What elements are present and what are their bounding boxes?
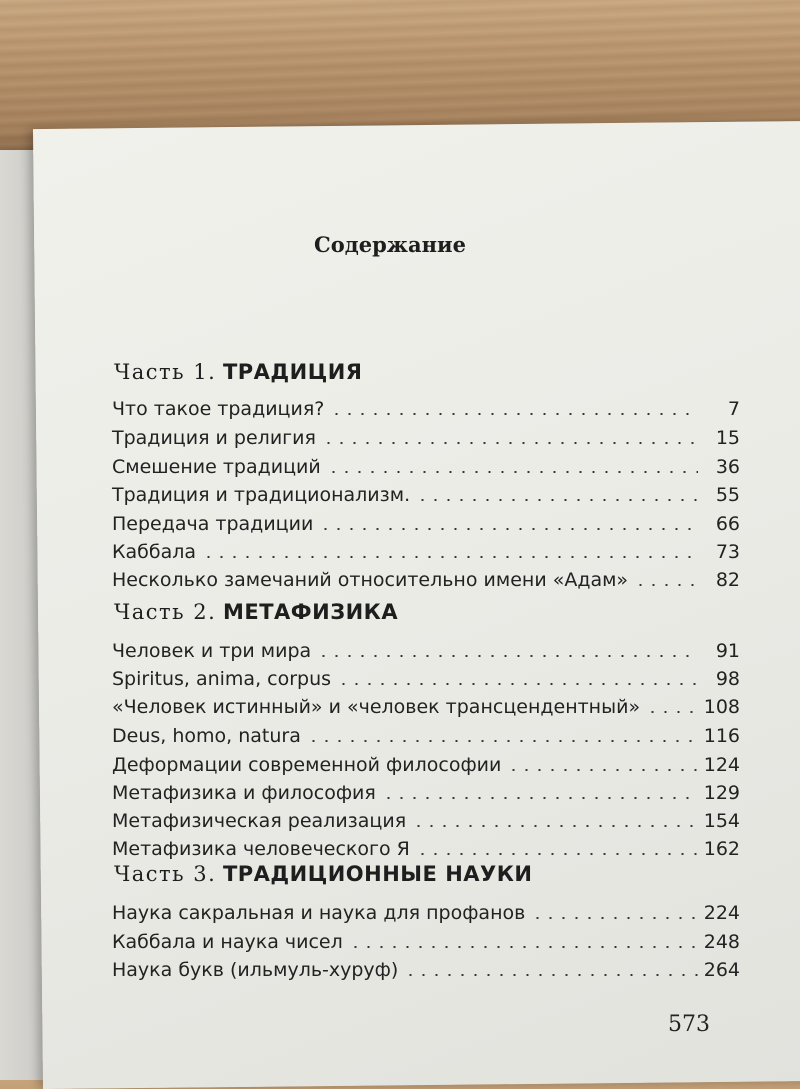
toc-entry[interactable] [112,392,740,420]
entry-title: Deus, homo, natura [112,725,301,747]
entry-page: 129 [703,782,740,804]
dot-leader [416,499,698,501]
part-prefix: Часть 1. [114,360,217,384]
entry-page: 66 [715,513,740,535]
entry-title: «Человек истинный» и «человек трансцендентный» [112,696,641,718]
dot-leader [337,683,698,685]
toc-entry[interactable] [112,478,740,506]
toc-entry[interactable] [112,450,740,478]
entry-page: 98 [715,668,740,690]
toc-entry[interactable] [112,804,740,832]
toc-entry[interactable] [112,690,740,718]
part-name: МЕТАФИЗИКА [222,600,399,624]
dot-leader [330,413,698,415]
entry-page: 91 [715,640,740,662]
entry-title: Деформации современной философии [112,754,502,776]
entry-title: Что такое традиция? [112,398,325,420]
entry-page: 264 [703,959,740,981]
entry-page: 116 [703,725,740,747]
dot-leader [634,584,698,586]
dot-leader [412,825,698,827]
toc-entry[interactable] [112,719,740,747]
entry-title: Несколько замечаний относительно имени «Адам» [112,569,629,591]
dot-leader [202,556,698,558]
entry-page: 124 [703,754,740,776]
entry-page: 82 [715,569,740,591]
entry-page: 73 [715,541,740,563]
entry-title: Смешение традиций [112,456,321,478]
dot-leader [382,797,698,799]
dot-leader [404,974,697,976]
entry-page: 108 [703,696,740,718]
toc-entry[interactable] [112,953,740,981]
toc-entry[interactable] [112,776,740,804]
part-heading-1 [114,360,754,390]
toc-entry[interactable] [112,507,740,535]
toc-entry[interactable] [112,925,740,953]
entry-title: Традиция и традиционализм. [112,484,411,506]
entry-title: Передача традиции [112,513,314,535]
entry-title: Метафизика человеческого Я [112,838,410,860]
entry-page: 36 [715,456,740,478]
page-number: 573 [668,1012,710,1037]
entry-page: 55 [715,484,740,506]
entry-page: 248 [703,931,740,953]
entry-title: Традиция и религия [112,427,316,449]
toc-entry[interactable] [112,896,740,924]
part-heading-3 [114,862,754,892]
table-of-contents [38,0,798,1067]
dot-leader [646,711,698,713]
part-prefix: Часть 2. [114,600,217,624]
dot-leader [507,769,697,771]
entry-title: Наука сакральная и наука для профанов [112,902,526,924]
toc-entry[interactable] [112,634,740,662]
part-prefix: Часть 3. [114,862,217,886]
entry-title: Наука букв (ильмуль-хуруф) [112,959,399,981]
dot-leader [327,471,698,473]
dot-leader [319,528,698,530]
toc-entry[interactable] [112,421,740,449]
page-title: Содержание [314,232,466,257]
dot-leader [531,917,697,919]
entry-title: Spiritus, anima, corpus [112,668,332,690]
entry-page: 15 [715,427,740,449]
dot-leader [317,655,698,657]
toc-entry[interactable] [112,662,740,690]
dot-leader [349,946,698,948]
entry-title: Метафизическая реализация [112,810,407,832]
dot-leader [307,740,698,742]
part-name: ТРАДИЦИЯ [222,360,363,384]
part-name: ТРАДИЦИОННЫЕ НАУКИ [222,862,533,886]
dot-leader [416,853,698,855]
dot-leader [322,442,698,444]
entry-title: Каббала [112,541,196,563]
entry-page: 154 [703,810,740,832]
entry-title: Метафизика и философия [112,782,376,804]
toc-entry[interactable] [112,748,740,776]
toc-entry[interactable] [112,535,740,563]
part-heading-2 [114,600,754,630]
entry-page: 162 [703,838,740,860]
entry-title: Каббала и наука чисел [112,931,343,953]
entry-title: Человек и три мира [112,640,312,662]
entry-page: 7 [727,398,740,420]
entry-page: 224 [703,902,740,924]
toc-entry[interactable] [112,563,740,591]
toc-entry[interactable] [112,832,740,860]
